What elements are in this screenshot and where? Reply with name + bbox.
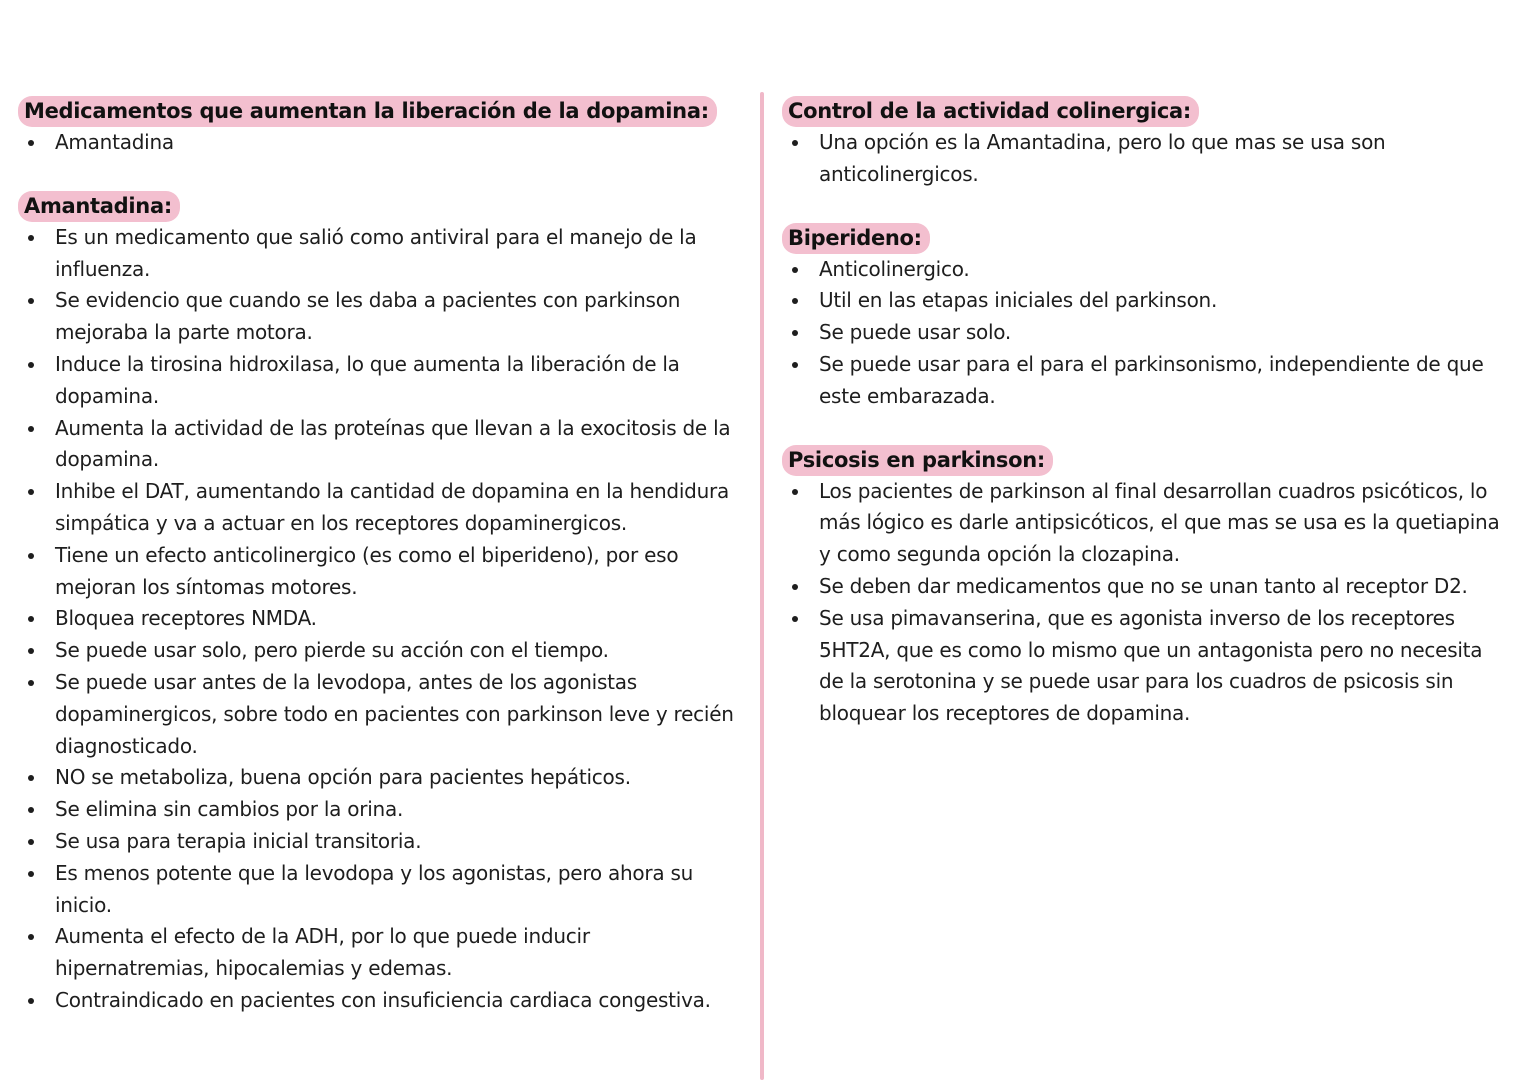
list-item: Anticolinergico. [782,254,1512,286]
section-heading: Psicosis en parkinson: [782,445,1053,476]
list-item: Los pacientes de parkinson al final desarrollan cuadros psicóticos, lo más lógico es darle antipsicóticos, el que mas se usa es la quetiapina y como segunda opción la clozapina. [782,476,1512,571]
list-item: Se elimina sin cambios por la orina. [18,794,748,826]
list-item: Se evidencio que cuando se les daba a pacientes con parkinson mejoraba la parte motora. [18,285,748,349]
list-item: NO se metaboliza, buena opción para pacientes hepáticos. [18,762,748,794]
bullet-list [782,476,1512,730]
bullet-list [18,127,748,159]
column-divider [760,92,764,1080]
section-gap [782,413,1512,445]
bullet-list [782,127,1512,191]
list-item: Una opción es la Amantadina, pero lo que mas se usa son anticolinergicos. [782,127,1512,191]
section-heading: Control de la actividad colinergica: [782,96,1199,127]
list-item: Se usa pimavanserina, que es agonista inverso de los receptores 5HT2A, que es como lo mismo que un antagonista pero no necesita de la serotonina y se puede usar para los cuadros de psicosis sin bloquear los receptores de dopamina. [782,603,1512,730]
section-amantadina [18,191,748,1017]
bullet-list [782,254,1512,413]
section-psicosis [782,445,1512,730]
list-item: Induce la tirosina hidroxilasa, lo que aumenta la liberación de la dopamina. [18,349,748,413]
list-item: Se deben dar medicamentos que no se unan tanto al receptor D2. [782,571,1512,603]
list-item: Tiene un efecto anticolinergico (es como el biperideno), por eso mejoran los síntomas motores. [18,540,748,604]
list-item: Aumenta la actividad de las proteínas que llevan a la exocitosis de la dopamina. [18,413,748,477]
right-column [782,96,1512,730]
bullet-list [18,222,748,1017]
section-heading: Amantadina: [18,191,180,222]
list-item: Se usa para terapia inicial transitoria. [18,826,748,858]
section-control-colinergica [782,96,1512,191]
list-item: Aumenta el efecto de la ADH, por lo que puede inducir hipernatremias, hipocalemias y edemas. [18,921,748,985]
list-item: Amantadina [18,127,748,159]
left-column [18,96,748,1017]
list-item: Se puede usar para el para el parkinsonismo, independiente de que este embarazada. [782,349,1512,413]
section-biperideno [782,223,1512,413]
list-item: Se puede usar antes de la levodopa, antes de los agonistas dopaminergicos, sobre todo en pacientes con parkinson leve y recién diagnosticado. [18,667,748,762]
list-item: Bloquea receptores NMDA. [18,603,748,635]
list-item: Util en las etapas iniciales del parkinson. [782,285,1512,317]
list-item: Inhibe el DAT, aumentando la cantidad de dopamina en la hendidura simpática y va a actuar en los receptores dopaminergicos. [18,476,748,540]
list-item: Es menos potente que la levodopa y los agonistas, pero ahora su inicio. [18,858,748,922]
section-medicamentos-liberacion [18,96,748,159]
section-heading: Medicamentos que aumentan la liberación de la dopamina: [18,96,717,127]
section-gap [782,191,1512,223]
section-gap [18,159,748,191]
list-item: Contraindicado en pacientes con insuficiencia cardiaca congestiva. [18,985,748,1017]
list-item: Es un medicamento que salió como antiviral para el manejo de la influenza. [18,222,748,286]
section-heading: Biperideno: [782,223,930,254]
list-item: Se puede usar solo. [782,317,1512,349]
list-item: Se puede usar solo, pero pierde su acción con el tiempo. [18,635,748,667]
